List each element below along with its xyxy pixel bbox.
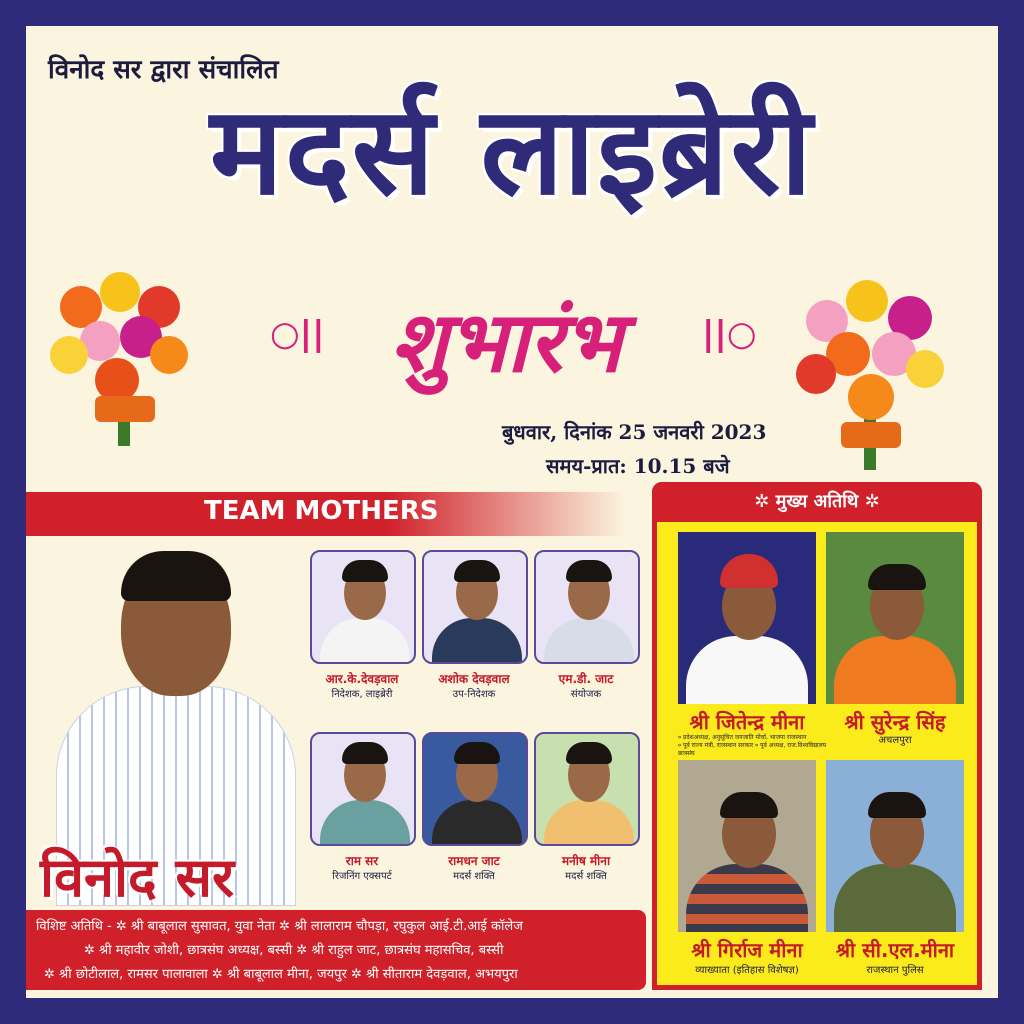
chief-guest-photo (678, 532, 816, 704)
team-member-role: रिजनिंग एक्सपर्ट (332, 871, 392, 882)
ornament-left-icon: ○|| (270, 314, 325, 354)
team-member-name: एम.डी. जाट (558, 672, 614, 686)
subtitle: विनोद सर द्वारा संचालित (48, 55, 279, 85)
chief-guest-photo (678, 760, 816, 932)
chief-guest-photo (826, 760, 964, 932)
chief-guest-role: अचलपुरा (878, 735, 912, 746)
team-member-role: मदर्स शक्ति (565, 871, 607, 882)
chief-guest-name: श्री गिर्राज मीना (691, 938, 803, 962)
chief-guests-header: ✲ मुख्य अतिथि ✲ (652, 482, 982, 522)
team-member-photo (422, 550, 528, 664)
team-member-photo (422, 732, 528, 846)
special-guests-line: विशिष्ट अतिथि - ✲ श्री बाबूलाल सुसावत, युवा नेता ✲ श्री लालाराम चौपड़ा, रघुकुल आई.टी.आई कॉलेज (36, 919, 523, 934)
team-member-photo (534, 732, 640, 846)
chief-guest-name: श्री सुरेन्द्र सिंह (844, 710, 946, 734)
special-guests-line: ✲ श्री छोटीलाल, रामसर पालावाला ✲ श्री बाबूलाल मीना, जयपुर ✲ श्री सीताराम देवड़वाल, अभयपुरा (44, 967, 518, 982)
chief-guest-note: ० पूर्व राज्य मंत्री, राजस्थान सरकार ० पूर्व अध्यक्ष, राज.विश्वविद्यालय छात्रसंघ (678, 742, 827, 757)
team-member-photo (534, 550, 640, 664)
event-heading: शुभारंभ (390, 292, 622, 391)
team-label: TEAM MOTHERS (204, 496, 439, 526)
team-member-name: रामधन जाट (448, 854, 500, 868)
event-time: समय-प्रात: 10.15 बजे (546, 454, 730, 478)
founder-name: विनोद सर (40, 846, 235, 909)
team-member-name: अशोक देवड़वाल (438, 672, 510, 686)
flower-bouquet-left-icon (50, 266, 200, 456)
ornament-right-icon: ||○ (702, 314, 757, 354)
team-member-name: राम सर (345, 854, 379, 868)
flower-bouquet-right-icon (796, 270, 946, 460)
team-member-photo (310, 732, 416, 846)
special-guests-panel (26, 910, 646, 990)
team-member-name: आर.के.देवड़वाल (325, 672, 399, 686)
chief-guest-name: श्री सी.एल.मीना (835, 938, 955, 962)
team-member-photo (310, 550, 416, 664)
team-member-role: निदेशक, लाइब्रेरी (331, 689, 393, 700)
special-guests-line: ✲ श्री महावीर जोशी, छात्रसंघ अध्यक्ष, बस्सी ✲ श्री राहुल जाट, छात्रसंघ महासचिव, बस्सी (84, 943, 504, 958)
chief-guest-role: व्याख्याता (इतिहास विशेषज्ञ) (695, 965, 799, 976)
team-member-role: मदर्स शक्ति (453, 871, 495, 882)
team-member-role: संयोजक (570, 689, 602, 700)
page-title: मदर्स लाइब्रेरी (209, 80, 815, 222)
chief-guest-photo (826, 532, 964, 704)
chief-guest-name: श्री जितेन्द्र मीना (689, 710, 805, 734)
event-date: बुधवार, दिनांक 25 जनवरी 2023 (502, 420, 767, 444)
team-member-name: मनीष मीना (561, 854, 611, 868)
chief-guest-role: राजस्थान पुलिस (866, 965, 924, 976)
poster (26, 26, 998, 998)
chief-guest-note: ० प्रदेशअध्यक्ष, अनुसूचित जनजाति मोर्चा, भाजपा राजस्थान (678, 734, 807, 741)
team-member-role: उप-निदेशक (452, 689, 496, 700)
